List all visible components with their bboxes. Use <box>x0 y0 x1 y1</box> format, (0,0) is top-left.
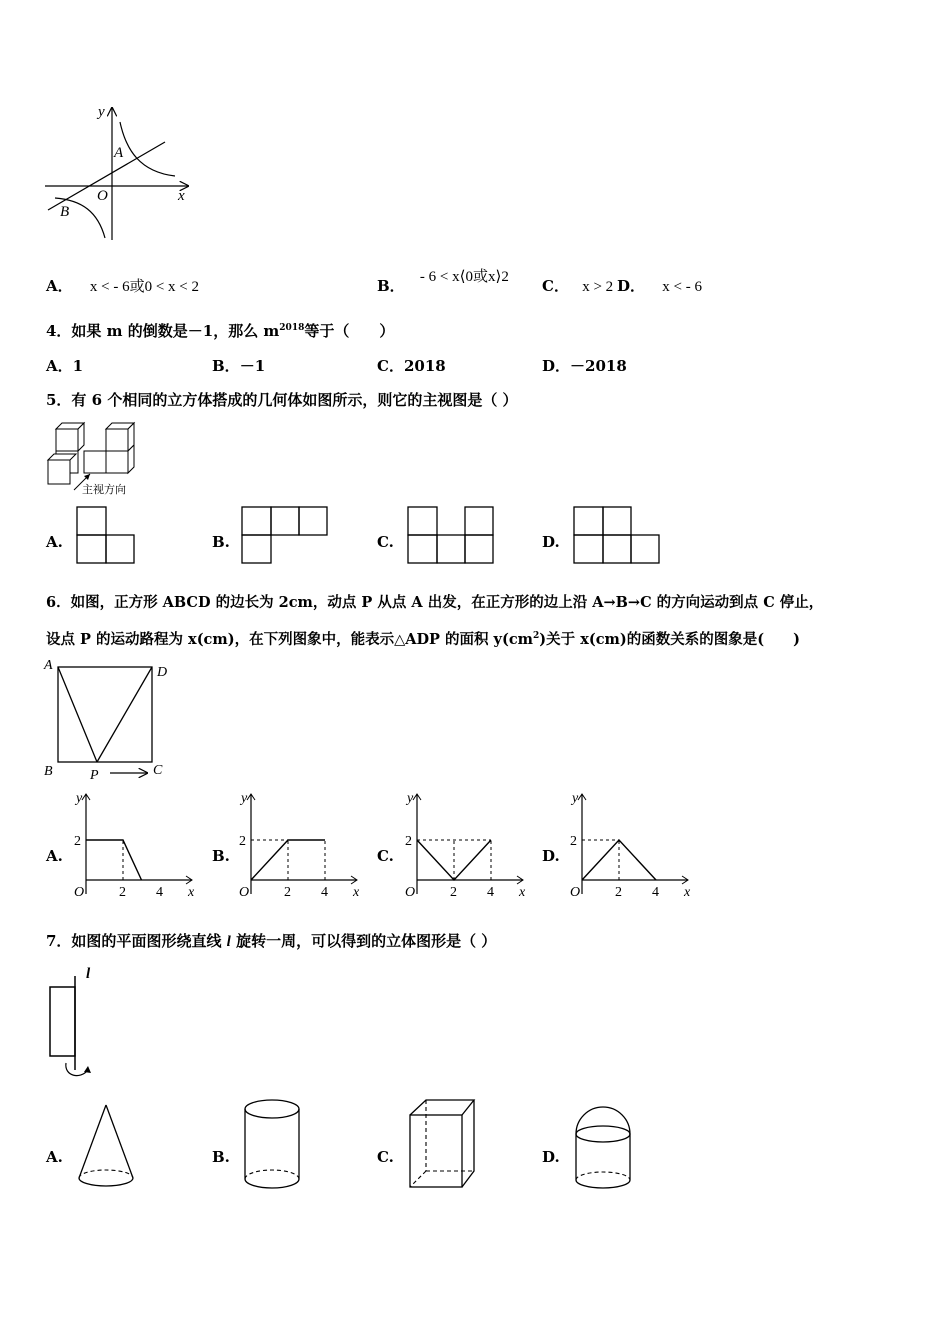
label-origin: O <box>570 885 581 900</box>
option-expr: x < - 6或0 < x < 2 <box>89 279 199 295</box>
q4-option-a[interactable] <box>46 355 83 376</box>
q6-line2-after: )关于 x(cm)的函数关系的图象是( ) <box>539 631 800 648</box>
tick-label-y-2: 2 <box>570 834 577 849</box>
vertex-A: A <box>44 658 53 673</box>
option-value: －1 <box>239 357 266 375</box>
q3-hyperbola-graph <box>40 100 200 250</box>
q4-option-d[interactable] <box>542 355 627 376</box>
tick-label-x-4: 4 <box>652 885 659 900</box>
tick-label-x-2: 2 <box>450 885 457 900</box>
option-letter: C． <box>377 357 404 375</box>
q7-italic-l: l <box>226 934 231 950</box>
q7-option-d-letter[interactable]: D. <box>542 1148 560 1166</box>
label-x: x <box>188 885 195 900</box>
vertex-C: C <box>153 763 163 778</box>
point-P: P <box>90 768 99 783</box>
option-letter: D． <box>617 277 646 295</box>
option-letter: A． <box>46 277 73 295</box>
q7-stem <box>46 930 496 951</box>
tick-label-x-2: 2 <box>119 885 126 900</box>
label-y: y <box>241 791 248 806</box>
q4-text-before: 4．如果 m 的倒数是－1，那么 m <box>46 322 280 340</box>
q4-stem <box>46 320 394 341</box>
option-expr: - 6 < x⟨0或x⟩2 <box>419 269 509 285</box>
q6-stem-line2 <box>46 628 800 649</box>
q6-option-c-graph[interactable] <box>403 788 533 903</box>
label-origin: O <box>239 885 250 900</box>
q5-option-c-figure[interactable] <box>407 506 497 566</box>
q6-option-d-letter[interactable]: D. <box>542 847 560 865</box>
q5-option-a-figure[interactable] <box>76 506 136 566</box>
hyperbola-branch-right <box>120 122 175 176</box>
q7-option-d-cylinder-hemisphere[interactable] <box>571 1100 635 1195</box>
label-O: O <box>97 188 108 204</box>
label-origin: O <box>405 885 416 900</box>
option-value: 1 <box>72 357 84 375</box>
q7-option-b-letter[interactable]: B. <box>212 1148 230 1166</box>
q6-option-a-letter[interactable]: A. <box>46 847 63 865</box>
option-letter: B． <box>212 357 240 375</box>
q5-cube-figure <box>44 420 144 496</box>
q5-option-d-letter[interactable]: D. <box>542 533 560 551</box>
option-letter: C． <box>542 277 569 295</box>
option-value: －2018 <box>570 357 627 375</box>
q7-option-b-cylinder[interactable] <box>240 1095 304 1195</box>
q7-option-c-cuboid[interactable] <box>406 1095 480 1195</box>
vertex-B: B <box>44 764 53 779</box>
q6-option-b-graph[interactable] <box>237 788 367 903</box>
label-x: x <box>684 885 691 900</box>
label-y: y <box>572 791 579 806</box>
label-y: y <box>98 104 105 120</box>
q5-option-d-figure[interactable] <box>573 506 663 566</box>
option-expr: x > 2 <box>582 279 614 295</box>
q6-option-c-letter[interactable]: C. <box>377 847 394 865</box>
option-letter: D． <box>542 357 571 375</box>
tick-label-y-2: 2 <box>239 834 246 849</box>
q5-option-b-figure[interactable] <box>241 506 331 566</box>
q3-option-b[interactable] <box>377 265 509 295</box>
tick-label-x-2: 2 <box>284 885 291 900</box>
label-y: y <box>76 791 83 806</box>
q4-option-b[interactable] <box>212 355 265 376</box>
tick-label-y-2: 2 <box>74 834 81 849</box>
function-line <box>86 840 142 880</box>
tick-label-x-4: 4 <box>321 885 328 900</box>
label-x: x <box>178 188 185 204</box>
tick-label-x-2: 2 <box>615 885 622 900</box>
q5-stem: 5．有 6 个相同的立方体搭成的几何体如图所示，则它的主视图是（ ） <box>46 391 518 409</box>
q4-option-c[interactable] <box>377 355 446 376</box>
q6-option-b-letter[interactable]: B. <box>212 847 230 865</box>
q3-option-d[interactable] <box>617 275 702 296</box>
q6-option-a-graph[interactable] <box>72 788 202 903</box>
option-expr: x < - 6 <box>662 279 702 295</box>
tick-label-x-4: 4 <box>487 885 494 900</box>
axis-label: l <box>86 966 91 982</box>
q7-text-after: 旋转一周，可以得到的立体图形是（ ） <box>230 932 497 950</box>
label-y: y <box>407 791 414 806</box>
q6-option-d-graph[interactable] <box>568 788 698 903</box>
q6-line2-before: 设点 P 的运动路程为 x(cm)，在下列图象中，能表示△ADP 的面积 y(cm <box>46 631 534 648</box>
q3-option-a[interactable] <box>46 275 199 296</box>
label-origin: O <box>74 885 85 900</box>
q7-option-c-letter[interactable]: C. <box>377 1148 394 1166</box>
label-B: B <box>60 204 70 220</box>
label-x: x <box>519 885 526 900</box>
q4-exponent: 2018 <box>279 323 305 333</box>
q7-plane-figure <box>40 960 110 1085</box>
vertex-D: D <box>157 665 168 680</box>
option-letter: A． <box>46 357 73 375</box>
direction-label: 主视方向 <box>82 484 126 496</box>
option-letter: B． <box>377 277 405 295</box>
q5-option-c-letter[interactable]: C. <box>377 533 394 551</box>
tick-label-y-2: 2 <box>405 834 412 849</box>
q5-option-a-letter[interactable]: A. <box>46 533 63 551</box>
q6-stem-line1: 6．如图，正方形 ABCD 的边长为 2cm，动点 P 从点 A 出发，在正方形的边上沿 A→B→C 的方向运动到点 C 停止， <box>46 594 824 611</box>
label-x: x <box>353 885 360 900</box>
q7-option-a-letter[interactable]: A. <box>46 1148 63 1166</box>
q7-text-before: 7．如图的平面图形绕直线 <box>46 932 227 950</box>
tick-label-x-4: 4 <box>156 885 163 900</box>
q4-text-after: 等于（ ） <box>304 322 395 340</box>
q6-square-figure <box>42 655 182 785</box>
q6-line2-sup: 2 <box>533 631 540 642</box>
option-value: 2018 <box>403 357 446 375</box>
q7-option-a-cone[interactable] <box>76 1100 140 1195</box>
label-A: A <box>114 145 124 161</box>
q5-option-b-letter[interactable]: B. <box>212 533 230 551</box>
q3-option-c[interactable] <box>542 275 613 296</box>
